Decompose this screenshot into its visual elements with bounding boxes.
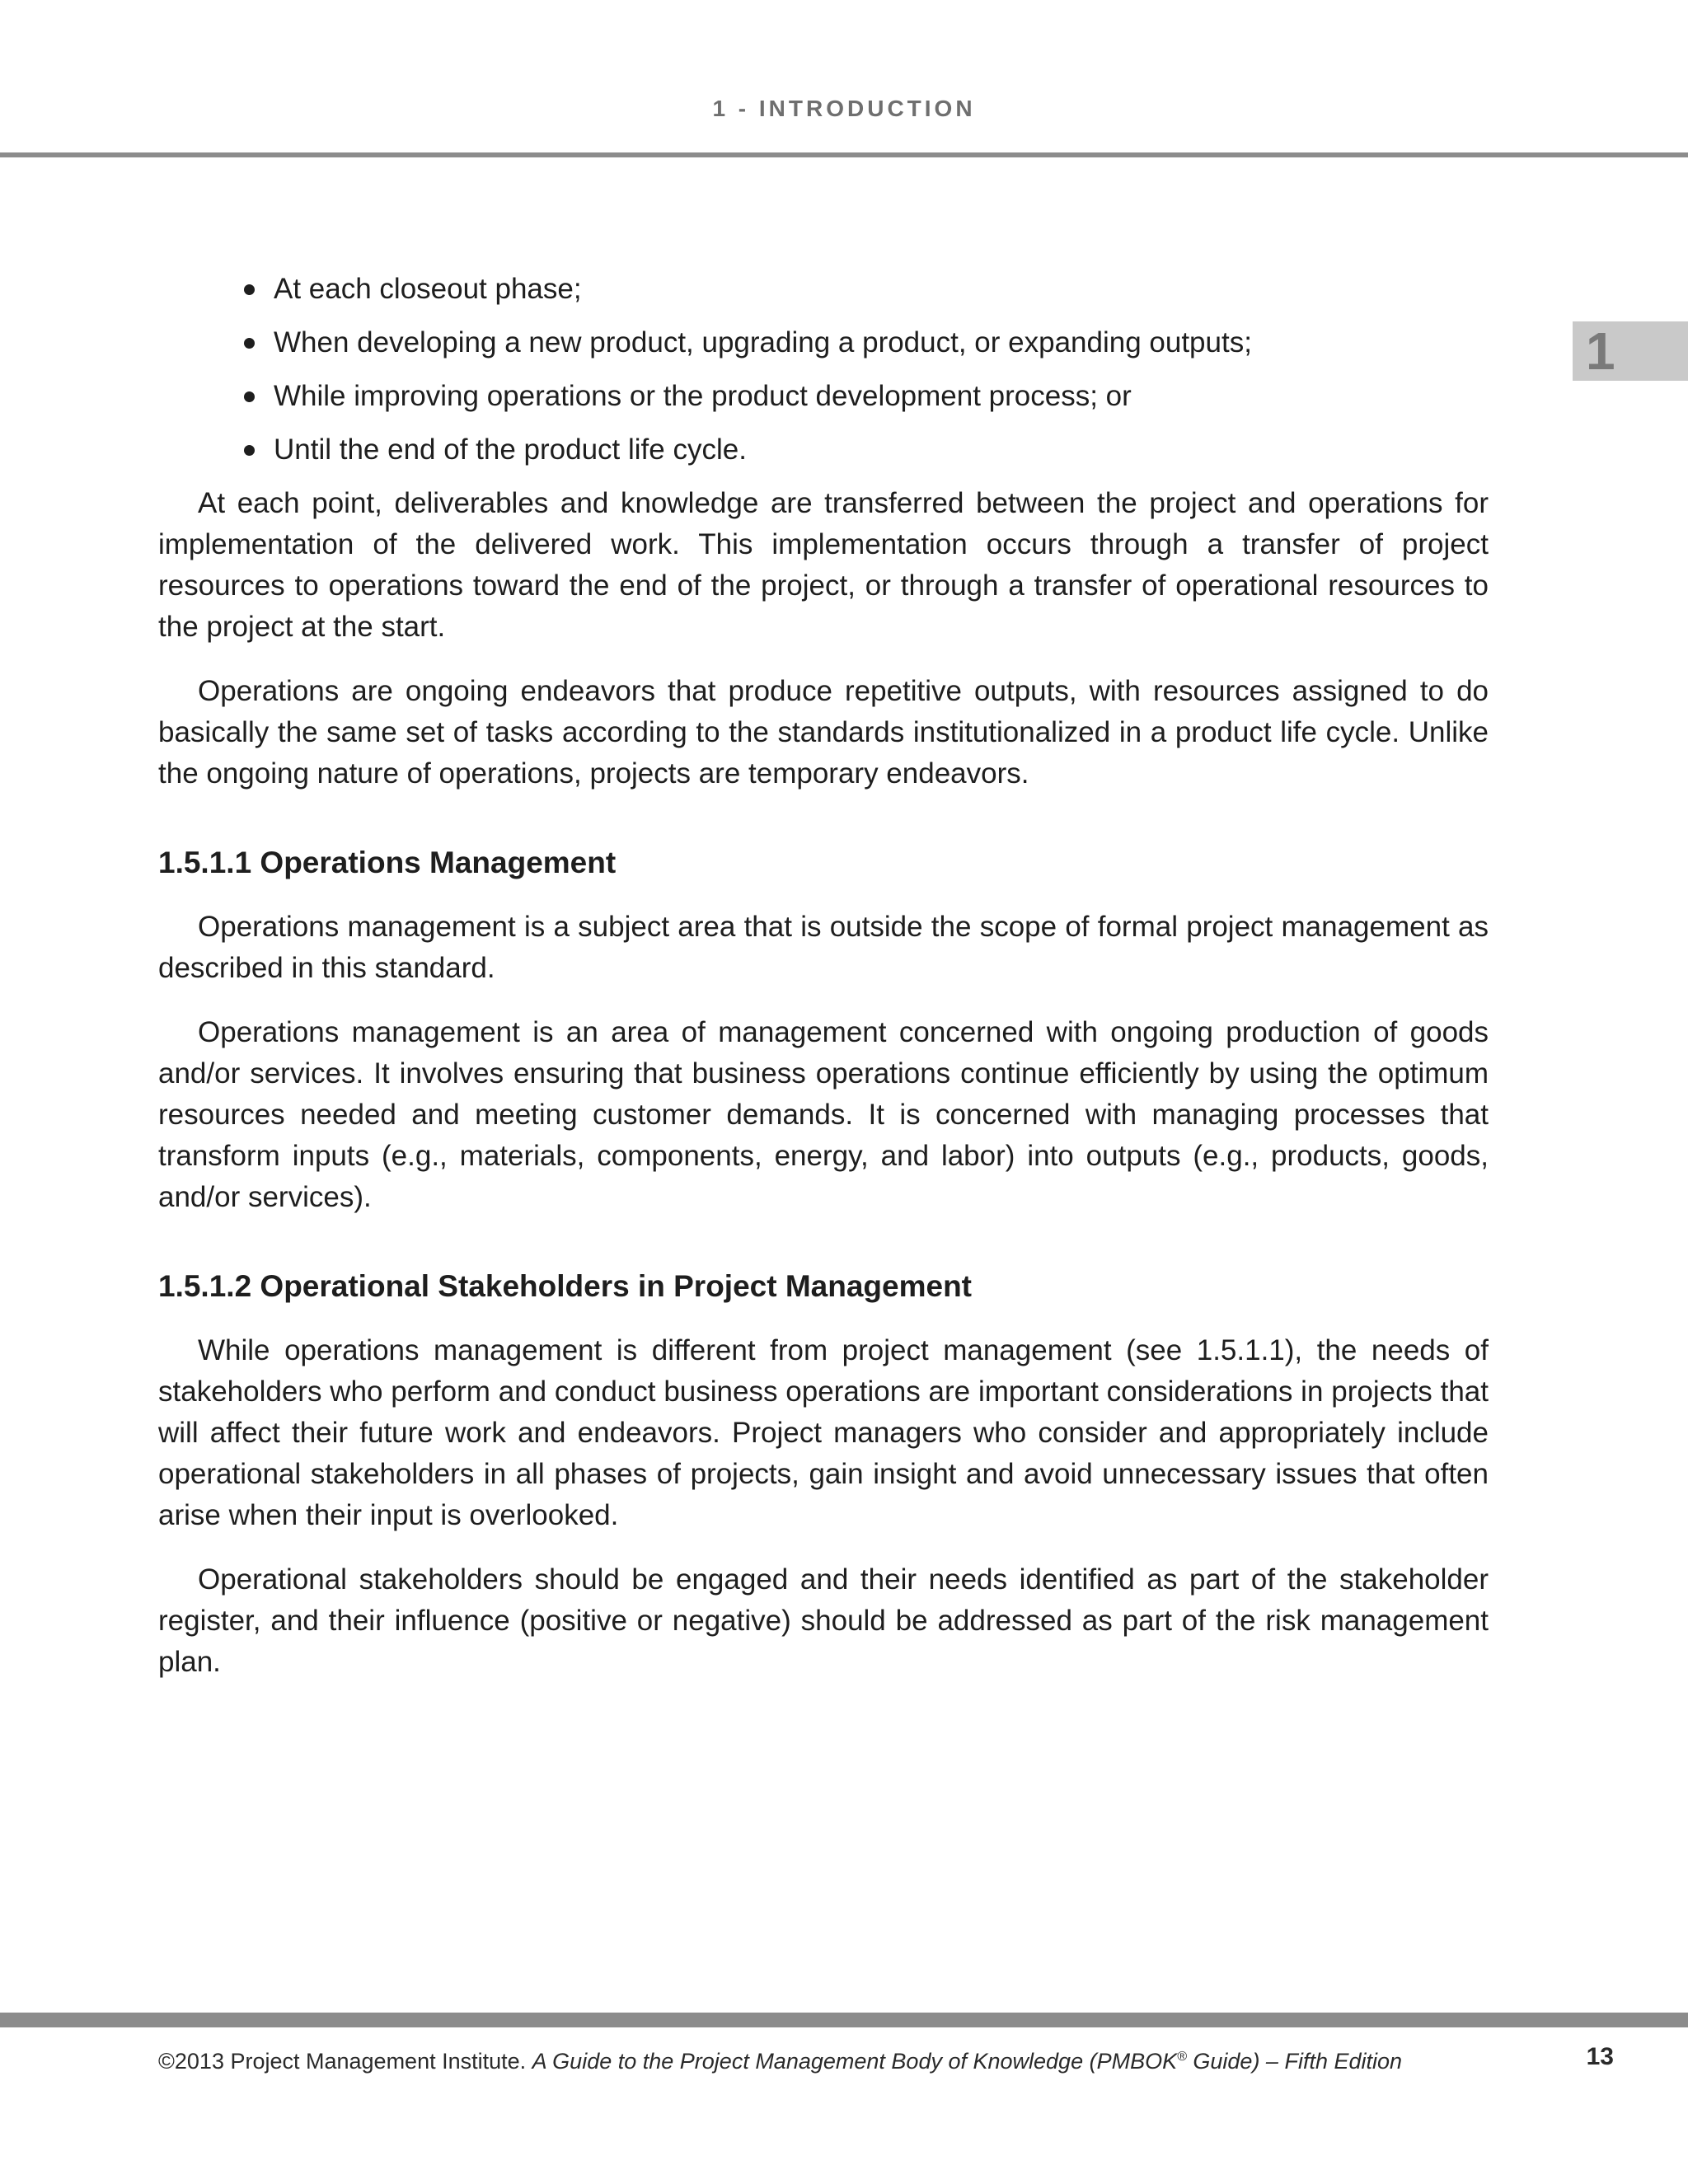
page-number: 13	[1586, 2043, 1614, 2070]
footer-book-title	[532, 2049, 1402, 2074]
paragraph-operations: Operations are ongoing endeavors that produce repetitive outputs, with resources assigned to do basically the same set of tasks according to the standards institutionalized in a product life cycle. Unlike the ongoing nature of operations, projects are temporary endeavors.	[158, 675, 1489, 790]
footer-citation	[158, 2041, 1402, 2078]
footer-rule	[0, 2013, 1688, 2027]
chapter-tab-number: 1	[1586, 321, 1615, 381]
bullet-list	[158, 269, 1489, 471]
paragraph-ops-scope: Operations management is a subject area that is outside the scope of formal project management as described in this standard.	[158, 911, 1489, 984]
list-item: When developing a new product, upgrading a product, or expanding outputs;	[274, 322, 1489, 363]
paragraph-ops-definition: Operations management is an area of management concerned with ongoing production of goods and/or services. It involves ensuring that business operations continue efficiently by using the optimum resources needed and meeting customer demands. It is concerned with managing processes that transform inputs (e.g., materials, components, energy, and labor) into outputs (e.g., products, goods, and/or services).	[158, 1016, 1489, 1213]
header-rule	[0, 152, 1688, 157]
registered-mark: ®	[1177, 2050, 1187, 2064]
list-item: Until the end of the product life cycle.	[274, 429, 1489, 471]
list-item: At each closeout phase;	[274, 269, 1489, 310]
running-head: 1 - INTRODUCTION	[712, 96, 976, 121]
section-heading-operations-management: 1.5.1.1 Operations Management	[158, 846, 617, 879]
section-heading-operational-stakeholders: 1.5.1.2 Operational Stakeholders in Project Management	[158, 1269, 972, 1303]
paragraph-transfer: At each point, deliverables and knowledge are transferred between the project and operations for implementation of the delivered work. This implementation occurs through a transfer of project resources to operations toward the end of the project, or through a transfer of operational resources to the project at the start.	[158, 487, 1489, 643]
footer-title-part1: A Guide to the Project Management Body of Knowledge (PMBOK	[532, 2049, 1178, 2074]
page-body	[158, 269, 1489, 1706]
paragraph-stakeholder-engagement: Operational stakeholders should be engaged and their needs identified as part of the stakeholder register, and their influence (positive or negative) should be addressed as part of the risk management plan.	[158, 1563, 1489, 1678]
paragraph-stakeholder-needs: While operations management is different from project management (see 1.5.1.1), the needs of stakeholders who perform and conduct business operations are important considerations in projects that will affect their future work and endeavors. Project managers who consider and appropriately include operational stakeholders in all phases of projects, gain insight and avoid unnecessary issues that often arise when their input is overlooked.	[158, 1334, 1489, 1531]
footer-title-part2: Guide) – Fifth Edition	[1186, 2049, 1403, 2074]
chapter-tab	[1573, 321, 1688, 381]
list-item: While improving operations or the product development process; or	[274, 376, 1489, 417]
footer-copyright: ©2013 Project Management Institute.	[158, 2049, 527, 2074]
